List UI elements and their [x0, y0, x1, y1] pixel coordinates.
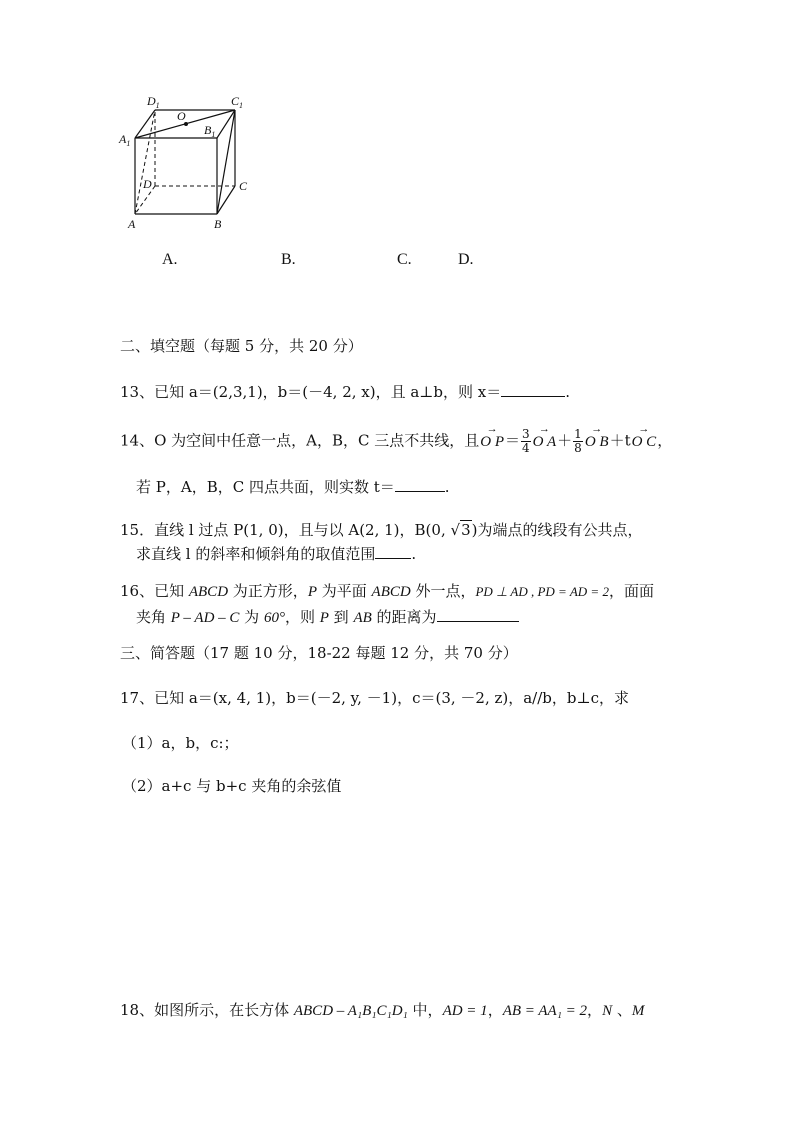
question-15-line1: 15．直线 l 过点 P(1, 0)，且与以 A(2, 1)，B(0, √3)为端点的线段有公共点，: [120, 521, 643, 539]
label-d1: $D_1$: [147, 94, 160, 110]
cuboid-figure: [115, 92, 265, 237]
q14-answer-blank[interactable]: [395, 477, 445, 492]
label-d: D: [143, 177, 152, 191]
label-c: C: [239, 179, 248, 193]
sqrt-three: √3: [450, 521, 471, 539]
q14-text: 14、O 为空间中任意一点，A，B，C 三点不共线，且: [120, 431, 480, 450]
option-c: C.: [397, 251, 412, 268]
q15-line2-text: 求直线 l 的斜率和倾斜角的取值范围: [136, 545, 376, 563]
section2-title: 二、填空题（每题 5 分，共 20 分）: [120, 337, 363, 355]
label-b1: $B_1$: [204, 123, 216, 139]
option-a: A.: [162, 251, 178, 268]
q14-line2-text: 若 P，A，B，C 四点共面，则实数 t＝: [136, 478, 395, 496]
question-16-line1: 16、已知 ABCD 为正方形，P 为平面 ABCD 外一点，PD ⊥ AD , PD = AD = 2，面面: [120, 582, 654, 600]
option-b: B.: [281, 251, 296, 268]
option-d: D.: [458, 251, 474, 268]
section3-title: 三、简答题（17 题 10 分，18-22 每题 12 分，共 70 分）: [120, 644, 518, 662]
q13-answer-blank[interactable]: [501, 382, 565, 397]
fraction-three-quarters: $\frac{3}{4}$: [522, 427, 530, 455]
diag-b-c1: [217, 110, 235, 214]
vector-op: → O P: [480, 422, 505, 450]
question-17-part1: （1）a，b，c:；: [122, 734, 239, 752]
question-18: 18、如图所示，在长方体 ABCD – A₁B₁C₁D₁ 中，AD = 1，AB = AA₁ = 2，N 、M: [120, 1001, 645, 1019]
label-a: A: [128, 217, 136, 231]
question-16-line2: 夹角 P – AD – C 为 60°，则 P 到 AB 的距离为: [136, 606, 519, 627]
hidden-a-d1: [135, 110, 155, 214]
fraction-one-eighth: $\frac{1}{8}$: [574, 427, 582, 455]
q13-text: 13、已知 a＝(2,3,1)，b＝(－4, 2, x)，且 a⊥b，则 x＝: [120, 383, 502, 401]
vector-ob: → O B: [584, 422, 609, 450]
vector-oc: → O C: [631, 422, 657, 450]
question-14-line1: 14、O 为空间中任意一点，A，B，C 三点不共线，且 → O P＝ $\frac{3}{4}$ → O A＋ $\frac{1}{8}$ → O B＋t → O C，: [120, 422, 673, 455]
question-13: [120, 381, 570, 402]
label-o: O: [177, 109, 186, 123]
label-c1: $C_1$: [231, 94, 244, 110]
q15-answer-blank[interactable]: [375, 544, 411, 559]
q13-suffix: .: [565, 383, 571, 401]
label-b: B: [214, 217, 222, 231]
question-17-part2: （2）a+c 与 b+c 夹角的余弦值: [122, 777, 342, 795]
label-a1: $A_1$: [119, 132, 131, 148]
question-14-line2: 若 P，A，B，C 四点共面，则实数 t＝ .: [136, 478, 450, 496]
q16-answer-blank[interactable]: [437, 607, 519, 622]
question-17: 17、已知 a＝(x, 4, 1)，b＝(－2, y, －1)，c＝(3, －2, z)，a//b，b⊥c，求: [120, 689, 629, 707]
vector-oa: → O A: [532, 422, 557, 450]
q15-text: 15．直线 l 过点 P(1, 0)，且与以 A(2, 1)，B(0,: [120, 521, 451, 539]
question-15-line2: 求直线 l 的斜率和倾斜角的取值范围 .: [136, 545, 417, 563]
